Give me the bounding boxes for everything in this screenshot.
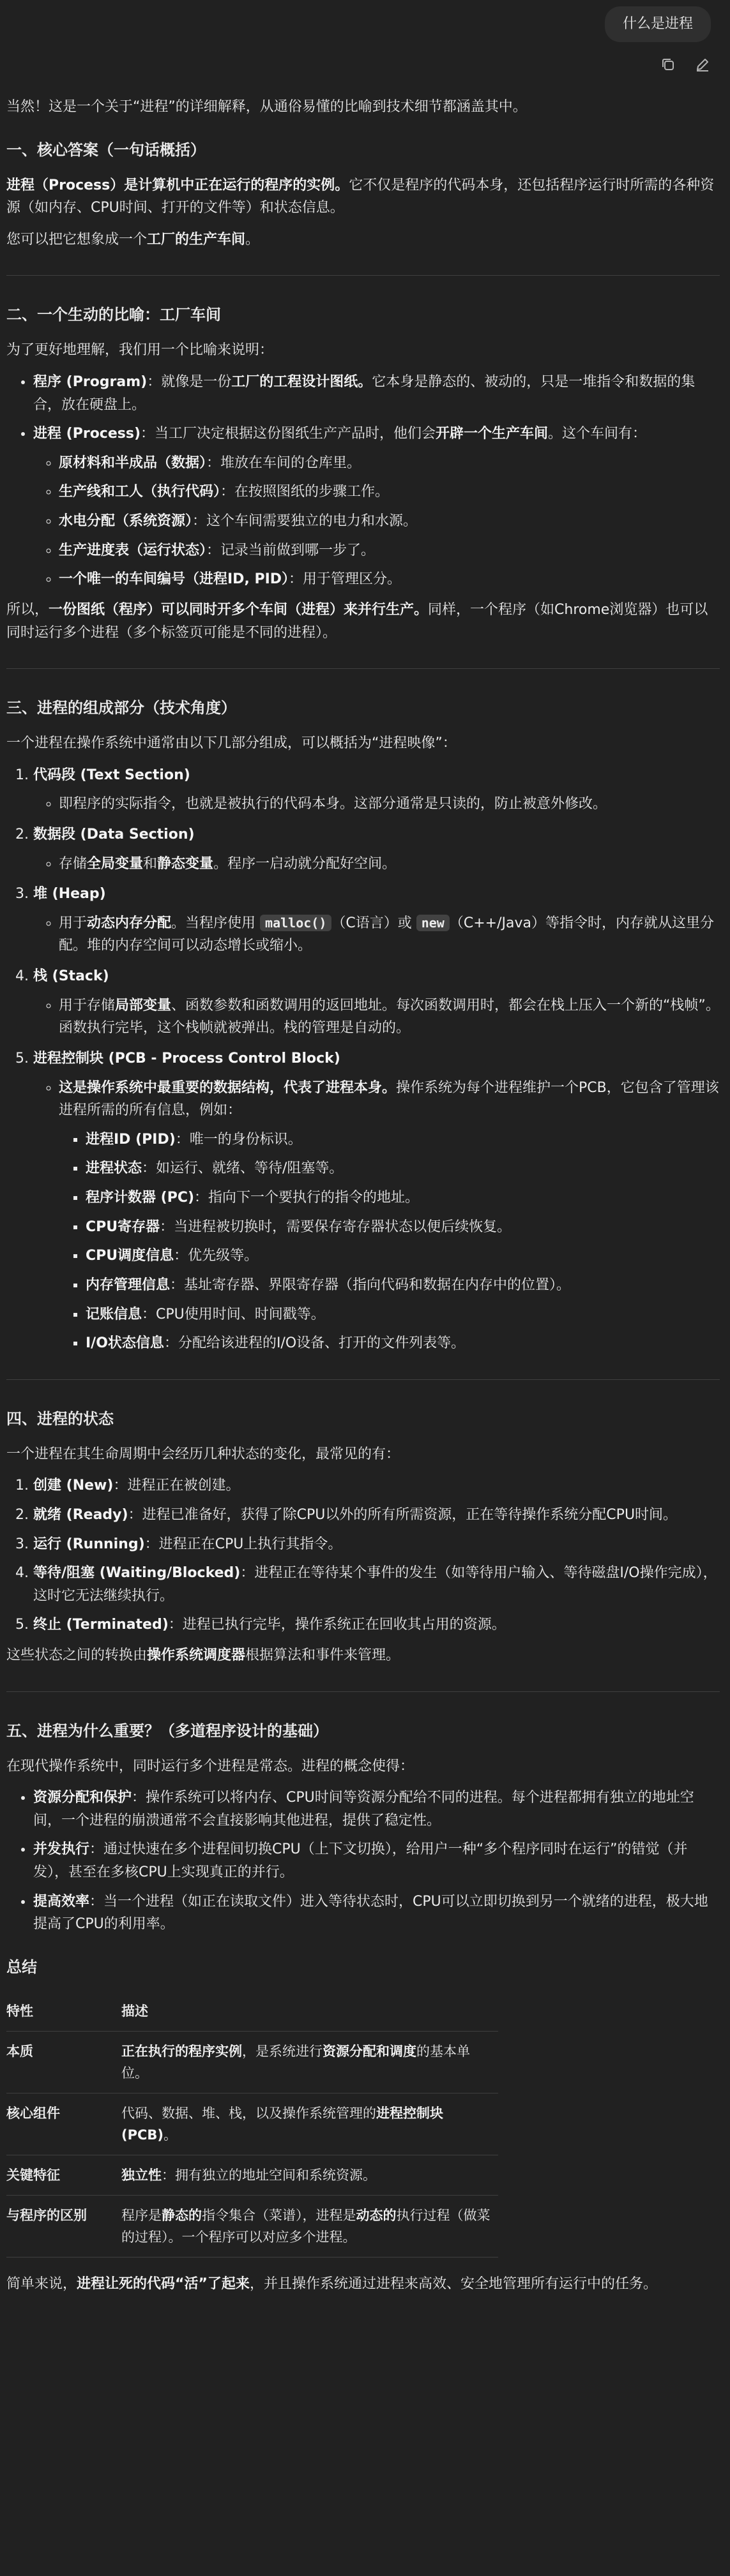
list-item: 2. 就绪 (Ready)：进程已准备好，获得了除CPU以外的所有所需资源，正在等待操作系统分配CPU时间。 — [33, 1504, 720, 1527]
divider — [6, 1691, 720, 1692]
list-item: ▪ CPU寄存器：当进程被切换时，需要保存寄存器状态以便后续恢复。 — [86, 1216, 720, 1239]
table-cell: 关键特征 — [6, 2155, 121, 2195]
table-row — [6, 2031, 498, 2093]
list-item: 2. 数据段 (Data Section) ◦ 存储全局变量和静态变量。程序一启动就分配好空间。 — [33, 823, 720, 875]
divider — [6, 1379, 720, 1380]
table-row — [6, 2093, 498, 2155]
divider — [6, 668, 720, 669]
user-message-bubble: 什么是进程 — [605, 6, 711, 42]
s1-paragraph-2: 您可以把它想象成一个工厂的生产车间。 — [6, 231, 260, 248]
s4-tail: 这些状态之间的转换由操作系统调度器根据算法和事件来管理。 — [6, 1647, 400, 1663]
s5-lead: 在现代操作系统中，同时运行多个进程是常态。进程的概念使得： — [6, 1758, 414, 1774]
list-item: 5. 进程控制块 (PCB - Process Control Block) ◦ 这是操作系统中最重要的数据结构，代表了进程本身。操作系统为每个进程维护一个PCB，它包含了管理该进程所需的所有信息，例如： ▪ 进程ID (PID)：唯一的身份标识。 ▪ 进程状态：如运行、就绪、等待/阻塞等。 ▪ 程序计数器 (PC)：指向下一个要执行的指令的地址。 ▪ CPU寄存器：当进程被切换时，需要保存寄存器状态以便后续恢复。 ▪ CPU调度信息：优先级等。 ▪ 内存管理信息：基址寄存器、界限寄存器（指向代码和数据在内存中的位置）。 ▪ 记账信息：CPU使用时间、时间戳等。 ▪ I/O状态信息：分配给该进程的I/O设备、打开的文件列表等。 — [33, 1047, 720, 1355]
list-item: 3. 堆 (Heap) ◦ 用于动态内存分配。当程序使用 malloc() （C语言）或 new （C++/Java）等指令时，内存就从这里分配。堆的内存空间可以动态增长或缩小。 — [33, 883, 720, 957]
table-cell: 正在执行的程序实例，是系统进行资源分配和调度的基本单位。 — [121, 2031, 498, 2093]
list-item: 4. 等待/阻塞 (Waiting/Blocked)：进程正在等待某个事件的发生（如等待用户输入、等待磁盘I/O操作完成），这时它无法继续执行。 — [33, 1562, 720, 1607]
list-item: ◦ 这是操作系统中最重要的数据结构，代表了进程本身。操作系统为每个进程维护一个PCB，它包含了管理该进程所需的所有信息，例如： ▪ 进程ID (PID)：唯一的身份标识。 ▪ 进程状态：如运行、就绪、等待/阻塞等。 ▪ 程序计数器 (PC)：指向下一个要执行的指令的地址。 ▪ CPU寄存器：当进程被切换时，需要保存寄存器状态以便后续恢复。 ▪ CPU调度信息：优先级等。 ▪ 内存管理信息：基址寄存器、界限寄存器（指向代码和数据在内存中的位置）。 ▪ 记账信息：CPU使用时间、时间戳等。 ▪ I/O状态信息：分配给该进程的I/O设备、打开的文件列表等。 — [59, 1077, 720, 1355]
list-item: 1. 创建 (New)：进程正在被创建。 — [33, 1474, 720, 1497]
list-item: • 进程 (Process)：当工厂决定根据这份图纸生产产品时，他们会开辟一个生产车间。这个车间有： ◦ 原材料和半成品（数据）：堆放在车间的仓库里。 ◦ 生产线和工人（执行代码）：在按照图纸的步骤工作。 ◦ 水电分配（系统资源）：这个车间需要独立的电力和水源。 ◦ 生产进度表（运行状态）：记录当前做到哪一步了。 ◦ 一个唯一的车间编号（进程ID, PID）：用于管理区分。 — [33, 423, 720, 591]
assistant-response — [6, 96, 720, 2305]
list-item: 1. 代码段 (Text Section) ◦ 即程序的实际指令，也就是被执行的代码本身。这部分通常是只读的，防止被意外修改。 — [33, 764, 720, 816]
inline-code: malloc() — [260, 915, 331, 931]
table-header: 特性 — [6, 1991, 121, 2032]
table-row — [6, 2195, 498, 2257]
table-header: 描述 — [121, 1991, 498, 2032]
intro-text: 当然！这是一个关于“进程”的详细解释，从通俗易懂的比喻到技术细节都涵盖其中。 — [6, 99, 527, 115]
s5-list — [6, 1786, 720, 1936]
inline-code: new — [416, 915, 450, 931]
list-item: • 资源分配和保护：操作系统可以将内存、CPU时间等资源分配给不同的进程。每个进程都拥有独立的地址空间，一个进程的崩溃通常不会直接影响其他进程，提供了稳定性。 — [33, 1786, 720, 1832]
list-item: • 并发执行：通过快速在多个进程间切换CPU（上下文切换），给用户一种“多个程序同时在运行”的错觉（并发），甚至在多核CPU上实现真正的并行。 — [33, 1838, 720, 1883]
list-item: ▪ 记账信息：CPU使用时间、时间戳等。 — [86, 1303, 720, 1326]
table-cell: 核心组件 — [6, 2093, 121, 2155]
edit-icon[interactable] — [694, 56, 711, 73]
list-item: ◦ 用于动态内存分配。当程序使用 malloc() （C语言）或 new （C++/Java）等指令时，内存就从这里分配。堆的内存空间可以动态增长或缩小。 — [59, 912, 720, 957]
table-cell: 独立性：拥有独立的地址空间和系统资源。 — [121, 2155, 498, 2195]
s4-list — [6, 1474, 720, 1636]
s2-sublist — [33, 452, 720, 591]
section-5-title: 五、进程为什么重要？（多道程序设计的基础） — [6, 1721, 328, 1740]
copy-icon[interactable] — [660, 56, 676, 73]
table-cell: 与程序的区别 — [6, 2195, 121, 2257]
s3-lead: 一个进程在操作系统中通常由以下几部分组成，可以概括为“进程映像”： — [6, 735, 457, 751]
list-item: ◦ 水电分配（系统资源）：这个车间需要独立的电力和水源。 — [59, 510, 720, 533]
pcb-list — [59, 1128, 720, 1355]
list-item: ◦ 存储全局变量和静态变量。程序一启动就分配好空间。 — [59, 853, 720, 876]
list-item: ▪ 程序计数器 (PC)：指向下一个要执行的指令的地址。 — [86, 1187, 720, 1209]
section-2-title: 二、一个生动的比喻：工厂车间 — [6, 306, 221, 324]
list-item: 4. 栈 (Stack) ◦ 用于存储局部变量、函数参数和函数调用的返回地址。每次函数调用时，都会在栈上压入一个新的“栈帧”。函数执行完毕，这个栈帧就被弹出。栈的管理是自动的。 — [33, 965, 720, 1040]
s2-list — [6, 371, 720, 591]
final-summary: 简单来说，进程让死的代码“活”了起来，并且操作系统通过进程来高效、安全地管理所有运行中的任务。 — [6, 2275, 657, 2292]
message-actions — [660, 56, 711, 73]
list-item: ▪ 进程状态：如运行、就绪、等待/阻塞等。 — [86, 1157, 720, 1180]
list-item: ◦ 用于存储局部变量、函数参数和函数调用的返回地址。每次函数调用时，都会在栈上压入一个新的“栈帧”。函数执行完毕，这个栈帧就被弹出。栈的管理是自动的。 — [59, 994, 720, 1040]
list-item: ▪ 内存管理信息：基址寄存器、界限寄存器（指向代码和数据在内存中的位置）。 — [86, 1274, 720, 1297]
section-1-title: 一、核心答案（一句话概括） — [6, 140, 206, 159]
list-item: ◦ 生产进度表（运行状态）：记录当前做到哪一步了。 — [59, 539, 720, 562]
s4-lead: 一个进程在其生命周期中会经历几种状态的变化，最常见的有： — [6, 1446, 400, 1462]
section-4-title: 四、进程的状态 — [6, 1409, 114, 1428]
list-item: ▪ 进程ID (PID)：唯一的身份标识。 — [86, 1128, 720, 1151]
table-cell: 本质 — [6, 2031, 121, 2093]
s2-summary: 所以，一份图纸（程序）可以同时开多个车间（进程）来并行生产。同样，一个程序（如Chrome浏览器）也可以同时运行多个进程（多个标签页可能是不同的进程）。 — [6, 601, 708, 641]
list-item: ▪ CPU调度信息：优先级等。 — [86, 1245, 720, 1268]
divider — [6, 275, 720, 276]
list-item: ▪ I/O状态信息：分配给该进程的I/O设备、打开的文件列表等。 — [86, 1332, 720, 1355]
list-item: ◦ 原材料和半成品（数据）：堆放在车间的仓库里。 — [59, 452, 720, 475]
list-item: 3. 运行 (Running)：进程正在CPU上执行其指令。 — [33, 1533, 720, 1556]
summary-title: 总结 — [6, 1958, 37, 1976]
table-cell: 程序是静态的指令集合（菜谱），进程是动态的执行过程（做菜的过程）。一个程序可以对应多个进程。 — [121, 2195, 498, 2257]
list-item: • 程序 (Program)：就像是一份工厂的工程设计图纸。它本身是静态的、被动的，只是一堆指令和数据的集合，放在硬盘上。 — [33, 371, 720, 416]
table-cell: 代码、数据、堆、栈，以及操作系统管理的进程控制块 (PCB)。 — [121, 2093, 498, 2155]
section-3-title: 三、进程的组成部分（技术角度） — [6, 699, 236, 717]
list-item: ◦ 即程序的实际指令，也就是被执行的代码本身。这部分通常是只读的，防止被意外修改。 — [59, 793, 720, 816]
table-header-row — [6, 1991, 498, 2032]
list-item: ◦ 一个唯一的车间编号（进程ID, PID）：用于管理区分。 — [59, 568, 720, 591]
s3-list — [6, 764, 720, 1355]
list-item: ◦ 生产线和工人（执行代码）：在按照图纸的步骤工作。 — [59, 481, 720, 504]
list-item: 5. 终止 (Terminated)：进程已执行完毕，操作系统正在回收其占用的资源。 — [33, 1614, 720, 1636]
list-item: • 提高效率：当一个进程（如正在读取文件）进入等待状态时，CPU可以立即切换到另一个就绪的进程，极大地提高了CPU的利用率。 — [33, 1891, 720, 1936]
table-row — [6, 2155, 498, 2195]
s1-paragraph-1: 进程（Process）是计算机中正在运行的程序的实例。它不仅是程序的代码本身，还包括程序运行时所需的各种资源（如内存、CPU时间、打开的文件等）和状态信息。 — [6, 177, 715, 216]
s2-lead: 为了更好地理解，我们用一个比喻来说明： — [6, 342, 274, 359]
summary-table — [6, 1991, 498, 2258]
